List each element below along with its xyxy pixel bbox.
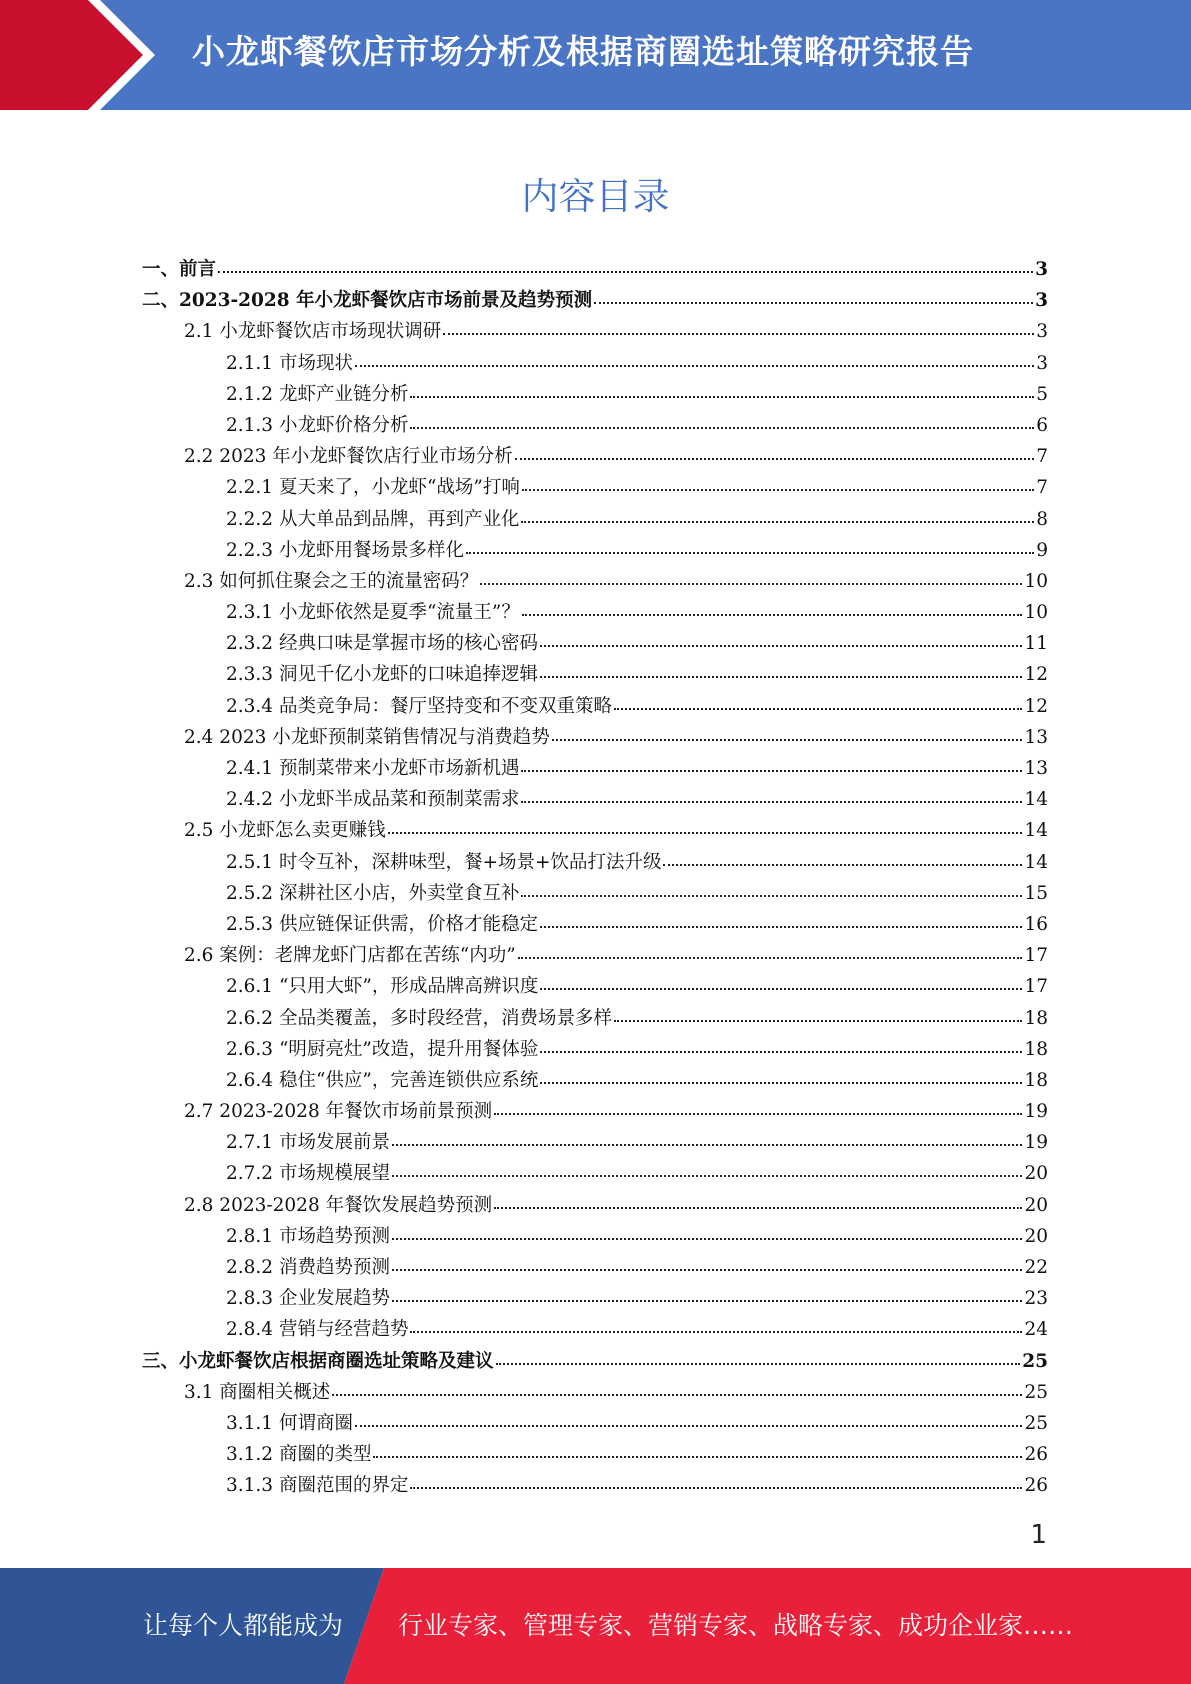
toc-entry-page: 6 (1036, 414, 1048, 436)
toc-entry[interactable] (142, 1439, 1048, 1470)
toc-entry-title: 2.6.3 “明厨亮灶”改造，提升用餐体验 (226, 1038, 539, 1060)
toc-entry[interactable] (142, 1003, 1048, 1034)
toc-dot-leader (410, 427, 1034, 429)
toc-entry[interactable] (142, 1096, 1048, 1127)
toc-entry-page: 12 (1024, 664, 1048, 686)
toc-entry[interactable] (142, 254, 1048, 285)
toc-dot-leader (332, 1394, 1022, 1396)
toc-entry[interactable] (142, 1158, 1048, 1189)
toc-dot-leader (480, 583, 1022, 585)
toc-entry[interactable] (142, 878, 1048, 909)
toc-entry[interactable] (142, 1065, 1048, 1096)
toc-entry-title: 2.6 案例：老牌龙虾门店都在苦练“内功” (184, 945, 516, 967)
toc-entry-page: 18 (1024, 1069, 1048, 1091)
toc-entry[interactable] (142, 940, 1048, 971)
toc-entry-page: 14 (1024, 789, 1048, 811)
toc-entry-title: 2.6.1 “只用大虾”，形成品牌高辨识度 (226, 976, 539, 998)
toc-entry-page: 22 (1024, 1257, 1048, 1278)
toc-entry-page: 25 (1022, 1350, 1048, 1372)
toc-dot-leader (392, 1300, 1022, 1302)
toc-dot-leader (552, 739, 1023, 741)
toc-entry-title: 2.6.2 全品类覆盖，多时段经营，消费场景多样 (226, 1007, 612, 1029)
toc-entry-page: 19 (1024, 1132, 1048, 1154)
toc-entry[interactable] (142, 784, 1048, 815)
toc-entry[interactable] (142, 472, 1048, 503)
toc-dot-leader (410, 1487, 1022, 1489)
footer-banner (0, 1568, 1191, 1684)
toc-entry[interactable] (142, 1314, 1048, 1345)
toc-entry-page: 17 (1024, 976, 1048, 998)
toc-entry[interactable] (142, 566, 1048, 597)
toc-entry-page: 18 (1024, 1038, 1048, 1060)
toc-entry-page: 13 (1024, 758, 1048, 779)
toc-dot-leader (392, 1144, 1022, 1146)
toc-entry-title: 3.1 商圈相关概述 (184, 1381, 331, 1403)
toc-dot-leader (521, 521, 1034, 523)
page-number: 1 (1030, 1520, 1047, 1550)
toc-entry-title: 2.1.1 市场现状 (226, 352, 353, 374)
toc-entry-title: 三、小龙虾餐饮店根据商圈选址策略及建议 (142, 1350, 494, 1372)
toc-entry[interactable] (142, 1221, 1048, 1252)
toc-entry-page: 19 (1024, 1101, 1048, 1123)
toc-entry[interactable] (142, 379, 1048, 410)
report-title: 小龙虾餐饮店市场分析及根据商圈选址策略研究报告 (192, 32, 974, 71)
toc-dot-leader (540, 1082, 1022, 1084)
toc-entry[interactable] (142, 1190, 1048, 1221)
toc-entry[interactable] (142, 504, 1048, 535)
toc-entry-title: 2.7.2 市场规模展望 (226, 1163, 390, 1185)
toc-entry[interactable] (142, 348, 1048, 379)
toc-entry-title: 2.5.3 供应链保证供需，价格才能稳定 (226, 913, 538, 935)
toc-heading: 内容目录 (521, 175, 670, 218)
toc-entry[interactable] (142, 597, 1048, 628)
toc-dot-leader (392, 1238, 1022, 1240)
toc-entry-page: 8 (1036, 508, 1048, 530)
toc-entry[interactable] (142, 535, 1048, 566)
toc-entry-title: 2.3.4 品类竞争局：餐厅坚持变和不变双重策略 (226, 695, 612, 717)
toc-entry[interactable] (142, 316, 1048, 347)
toc-entry-page: 12 (1024, 695, 1048, 717)
toc-entry[interactable] (142, 909, 1048, 940)
toc-entry-page: 24 (1024, 1319, 1048, 1341)
toc-dot-leader (443, 333, 1034, 335)
toc-dot-leader (410, 396, 1034, 398)
toc-dot-leader (373, 1456, 1022, 1458)
toc-dot-leader (594, 302, 1033, 304)
footer-slogan-right: 行业专家、管理专家、营销专家、战略专家、成功企业家…… (398, 1611, 1074, 1640)
toc-entry[interactable] (142, 722, 1048, 753)
toc-dot-leader (614, 1020, 1022, 1022)
toc-entry-page: 20 (1024, 1194, 1048, 1216)
toc-dot-leader (540, 926, 1022, 928)
toc-entry-title: 2.6.4 稳住“供应”，完善连锁供应系统 (226, 1069, 539, 1091)
toc-entry[interactable] (142, 1408, 1048, 1439)
toc-dot-leader (388, 832, 1023, 834)
toc-entry-page: 10 (1024, 570, 1048, 592)
toc-entry[interactable] (142, 847, 1048, 878)
toc-dot-leader (515, 458, 1034, 460)
toc-entry-title: 2.4.1 预制菜带来小龙虾市场新机遇 (226, 758, 520, 779)
toc-entry-title: 2.4 2023 小龙虾预制菜销售情况与消费趋势 (184, 726, 550, 748)
toc-entry-title: 2.8.4 营销与经营趋势 (226, 1319, 409, 1341)
header-banner (0, 0, 1191, 110)
toc-entry-page: 9 (1036, 539, 1048, 561)
toc-entry-page: 7 (1036, 446, 1048, 468)
toc-entry-title: 2.7 2023-2028 年餐饮市场前景预测 (184, 1101, 493, 1123)
toc-entry-page: 3 (1035, 290, 1048, 312)
toc-entry-page: 7 (1036, 477, 1048, 499)
toc-entry[interactable] (142, 1470, 1048, 1501)
toc-entry-page: 23 (1024, 1288, 1048, 1310)
toc-entry-title: 二、2023-2028 年小龙虾餐饮店市场前景及趋势预测 (142, 290, 593, 312)
toc-entry[interactable] (142, 691, 1048, 722)
toc-entry[interactable] (142, 1127, 1048, 1158)
toc-dot-leader (521, 801, 1022, 803)
toc-entry-page: 3 (1036, 352, 1048, 374)
toc-entry[interactable] (142, 410, 1048, 441)
toc-entry-title: 2.3 如何抓住聚会之王的流量密码？ (184, 570, 479, 592)
toc-entry-title: 2.8.2 消费趋势预测 (226, 1257, 390, 1278)
toc-entry[interactable] (142, 753, 1048, 784)
toc-entry-title: 2.5.2 深耕社区小店，外卖堂食互补 (226, 882, 520, 904)
toc-dot-leader (494, 1207, 1022, 1209)
toc-entry-title: 3.1.3 商圈范围的界定 (226, 1475, 409, 1497)
toc-dot-leader (496, 1363, 1021, 1365)
toc-entry-page: 14 (1024, 851, 1048, 873)
toc-entry-page: 11 (1024, 633, 1048, 655)
toc-entry-page: 20 (1024, 1225, 1048, 1247)
toc-entry[interactable] (142, 815, 1048, 846)
toc-entry-title: 2.8.3 企业发展趋势 (226, 1288, 390, 1310)
toc-dot-leader (540, 645, 1022, 647)
toc-entry-page: 20 (1024, 1163, 1048, 1185)
toc-dot-leader (521, 770, 1022, 772)
toc-entry-page: 18 (1024, 1007, 1048, 1029)
toc-entry[interactable] (142, 628, 1048, 659)
toc-entry-page: 17 (1024, 945, 1048, 967)
toc-entry-title: 2.1.2 龙虾产业链分析 (226, 383, 409, 405)
toc-dot-leader (540, 1051, 1022, 1053)
toc-entry-title: 一、前言 (142, 259, 217, 280)
toc-entry-page: 16 (1024, 913, 1048, 935)
toc-entry-page: 5 (1036, 383, 1048, 405)
toc-entry-page: 10 (1024, 602, 1048, 624)
toc-entry-title: 2.1.3 小龙虾价格分析 (226, 414, 409, 436)
toc-entry[interactable] (142, 1283, 1048, 1314)
toc-dot-leader (466, 552, 1034, 554)
toc-entry-page: 3 (1036, 321, 1048, 343)
toc-entry-title: 2.1 小龙虾餐饮店市场现状调研 (184, 321, 442, 343)
toc-entry-title: 2.2.3 小龙虾用餐场景多样化 (226, 539, 464, 561)
toc-entry-title: 2.5.1 时令互补，深耕味型，餐+场景+饮品打法升级 (226, 851, 662, 873)
toc-entry-title: 2.7.1 市场发展前景 (226, 1132, 390, 1154)
toc-entry[interactable] (142, 1346, 1048, 1377)
toc-dot-leader (410, 1331, 1022, 1333)
toc-entry-page: 3 (1035, 259, 1048, 280)
toc-entry[interactable] (142, 971, 1048, 1002)
toc-entry[interactable] (142, 441, 1048, 472)
toc-entry-page: 25 (1024, 1412, 1048, 1434)
toc-entry[interactable] (142, 285, 1048, 316)
toc-entry-title: 2.2 2023 年小龙虾餐饮店行业市场分析 (184, 446, 513, 468)
toc-dot-leader (518, 957, 1023, 959)
toc-dot-leader (614, 708, 1022, 710)
toc-entry-title: 2.3.2 经典口味是掌握市场的核心密码 (226, 633, 538, 655)
toc-entry[interactable] (142, 1377, 1048, 1408)
toc-entry-title: 3.1.2 商圈的类型 (226, 1444, 372, 1466)
toc-entry-title: 2.3.3 洞见千亿小龙虾的口味追捧逻辑 (226, 664, 538, 686)
header-arrow-decoration (0, 0, 160, 110)
toc-entry[interactable] (142, 659, 1048, 690)
toc-entry-title: 2.2.1 夏天来了，小龙虾“战场”打响 (226, 477, 520, 499)
toc-dot-leader (392, 1175, 1022, 1177)
footer-slogan-left: 让每个人都能成为 (143, 1611, 344, 1640)
toc-entry-page: 26 (1024, 1475, 1048, 1497)
toc-dot-leader (540, 676, 1022, 678)
toc-dot-leader (522, 489, 1034, 491)
toc-dot-leader (355, 365, 1034, 367)
toc-entry[interactable] (142, 1034, 1048, 1065)
toc-dot-leader (392, 1269, 1022, 1271)
toc-dot-leader (521, 895, 1022, 897)
toc-entry-page: 14 (1024, 820, 1048, 842)
toc-entry-page: 15 (1024, 882, 1048, 904)
toc-entry-title: 2.2.2 从大单品到品牌，再到产业化 (226, 508, 520, 530)
toc-dot-leader (522, 614, 1023, 616)
toc-entry-title: 2.8.1 市场趋势预测 (226, 1225, 390, 1247)
toc-entry-title: 2.8 2023-2028 年餐饮发展趋势预测 (184, 1194, 493, 1216)
toc-entry-title: 2.3.1 小龙虾依然是夏季“流量王”？ (226, 602, 520, 624)
toc-entry-title: 2.5 小龙虾怎么卖更赚钱 (184, 820, 386, 842)
toc-entry-page: 13 (1024, 726, 1048, 748)
toc-entry-title: 2.4.2 小龙虾半成品菜和预制菜需求 (226, 789, 520, 811)
toc-dot-leader (663, 864, 1022, 866)
toc-dot-leader (218, 271, 1033, 273)
toc-entry-page: 25 (1024, 1381, 1048, 1403)
toc-entry-page: 26 (1024, 1444, 1048, 1466)
table-of-contents (142, 254, 1048, 1502)
toc-dot-leader (494, 1113, 1022, 1115)
toc-dot-leader (355, 1425, 1023, 1427)
toc-entry-title: 3.1.1 何谓商圈 (226, 1412, 353, 1434)
toc-dot-leader (540, 988, 1022, 990)
toc-entry[interactable] (142, 1252, 1048, 1283)
